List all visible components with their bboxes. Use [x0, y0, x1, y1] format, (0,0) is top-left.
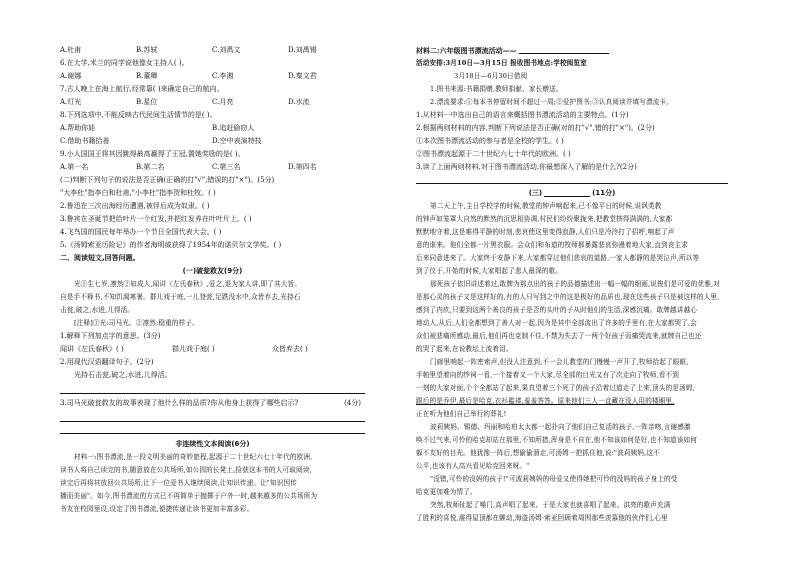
article-line: "没错,可怜的没妈的孩子!"可波莉姨妈的母爱又使得她把可怜的没妈的孩子身上的受 [430, 475, 678, 484]
question-r3: 3.读了上面两则材料,对于图书漂流活动,你最想深入了解的是什么?(2分) [416, 163, 637, 171]
word-item: 闻讲《左氏春秋》( ) [60, 345, 124, 353]
option: B.追赶偷窃人 [212, 124, 255, 132]
passage-2-title: 非连续性文本阅读(6分) [175, 440, 250, 448]
article-line: 哈克更加难为情了。 [416, 488, 477, 497]
article-line: 的钟声如笼罩大自然的默然的沉思相协调,村民们纷纷聚拢来,把教堂挤得满满的,大家都 [416, 215, 673, 224]
article-line: 了胜利的喜悦,震得屋顶都在颤动,海盗汤姆·索亚回顾着周围那些羡慕他的伙伴们,心里 [416, 514, 668, 523]
option: A.帮助你娃 [60, 124, 96, 132]
article-line: 第二天上午,主日学校学的时候,教堂的钟声响起来,已不像平日的时候,说讽类教 [430, 202, 662, 211]
options-q8b [60, 135, 365, 148]
question-r2: 2.根据两则材料的内容,判断下列说法是否正确(对的打"√",错的打"×")。(2分) [416, 124, 655, 132]
option: B.第二名 [136, 163, 165, 171]
option: A.杜甫 [60, 46, 82, 54]
options-q5 [60, 44, 365, 57]
article-line: 是那心灵的孩子又是这样好的,有的人只写到之中的这是极好的品质也,现在这些孩子只是被这样的人里, [416, 293, 720, 302]
question-2: 2.用现代汉语翻译句子。(2分) [60, 358, 154, 366]
article-line: 意的谁来。他们全都一片黑衣服。会众们和布道的牧师都暴露悲哀弥漫着地大家,直到丧主求 [416, 241, 688, 250]
word-item: 群儿戏于庭( ) [172, 345, 215, 353]
option: C.月亮 [212, 98, 234, 106]
question-8: 8.下列选项中,不能反映古代民间生活情节的是( )。 [60, 111, 217, 119]
option: D.空中表演特技 [212, 137, 262, 145]
material-2-title [416, 44, 728, 57]
answer-line[interactable] [416, 174, 728, 184]
question-r2a: ①本次图书漂流活动的参与者是全校的学生。( ) [416, 137, 564, 145]
article-line: 唤不过气来,可怜的哈克却站在那里,不知所措,浑身是不自在,他不知该如何是好,也不知道该如何 [416, 436, 697, 445]
passage-3-number: (三) [528, 189, 543, 197]
article-line: 地动人,从后,人们全都想到了善人对一起,因为是其中全部流出了许多的乎里有,在大家都哭了,会 [416, 319, 697, 328]
material-1-line: 读完后再将其放回公共场所,让下一位爱书人继续阅读,让知识传递。让"知识因传 [60, 479, 297, 488]
article-line: 到了仪于,开始的时候,大家唱起了悲人最深的歌。 [416, 267, 563, 276]
article-line: 那死孩子依旧讲述着过,敢牌为那点出的孩子的品德描述出一幅一幅的细画,说俊们是可爱的优雅,对 [430, 280, 720, 289]
judge-2: 2.鲁迅在三次出海经历遭遇,被俘后成为奴隶。( ) [60, 202, 210, 210]
question-3-points: (4分) [344, 399, 361, 407]
rule-1: 1.图书来源:书籍捐赠,教师捐献、家长赠送。 [430, 85, 563, 94]
material-1-line: 读书人将自己读完的书,随意放在公共场所,如公园的长凳上,捡获这本书的人可取阅读, [60, 466, 312, 475]
material-1-line: 播而美丽"。如今,图书漂流的方式已不再简单于抛掷于户外一时,越来越多的公共场所为 [60, 492, 318, 501]
option: C.李湘 [212, 72, 234, 80]
option: B.星位 [136, 98, 158, 106]
left-column [60, 44, 365, 516]
option: D.第四名 [288, 163, 317, 171]
right-column [416, 44, 728, 525]
article-line: 门廊里响起一阵密索声,但没人注意到,不一会儿教堂的门慢慢一声开了,牧师拾起了眼眶, [430, 358, 689, 367]
article-line: 手帕里望着向的纱祠一看,一个接着又一个大家,尽全部的目光又有了次走向了牧师,看不到 [416, 371, 679, 380]
passage-1-line: 击瓮,破之,水迸,儿得活。 [60, 306, 135, 315]
answer-line[interactable] [60, 412, 365, 422]
word-item: 众皆弃去( ) [272, 345, 308, 353]
option: C.借助书籍拾善 [60, 137, 110, 145]
article-line: 正在听为他们自己举行的葬礼! [416, 410, 507, 419]
option: C.刘禹文 [212, 46, 241, 54]
article-line: 众们被悲痛所感动,最后,他们再也克制不住,不禁为失去了一两个好孩子而痛哭流来,就牌自己也还 [416, 332, 702, 341]
judge-4: 4.飞鸟国的国民每年举办一个节日全国代表大会。( ) [60, 228, 222, 236]
option: B.苏轼 [136, 46, 158, 54]
option: D.水流 [288, 98, 310, 106]
article-line: 一刻的大家对面,个个全都站了起来,果真望着三个死了的孩子沿着过道走了上来,顶头的是汤姆, [416, 384, 695, 393]
question-r1: 1.从材料一中选出自己的语言来概括图书漂流活动的主要特点。(1分) [416, 111, 629, 119]
passage-3-title [416, 187, 728, 200]
activity-schedule-2: 3月18日—6月30日借阅 [454, 72, 528, 81]
rule-2: 2.漂流要求:①每本书停留时间不超过一周;②爱护图书;③认真阅读并填写漂流卡。 [430, 98, 673, 107]
article-line: 躲不友好的目光。他犹豫一阵后,想偷偷溜走,可汤姆一把抓住他,说:"波莉姨妈,这不 [416, 449, 660, 458]
article-line: 公平,也该有人高兴看见哈克回来呀。" [416, 462, 530, 471]
answer-line[interactable] [60, 384, 365, 394]
answer-line[interactable] [60, 424, 365, 434]
part-two-title: 二、阅读短文,回答问题。 [60, 254, 140, 262]
option: A.灯光 [60, 98, 82, 106]
question-3-text: 3.司马光破瓮救友的故事表现了他什么样的品质?你从他身上获得了哪些启示? [60, 399, 299, 407]
article-line: 默默地守着,这是难得平静的时刻,悲哀使这里变得寂静,人们只是冷冷打了招呼,响起了声 [416, 228, 675, 237]
judge-3: 3.鲁宾在圣诞节把给叶片一个红发,并把红发养在叶叶片上。( ) [60, 215, 252, 223]
material-1-line: 书友在校园里设,设定了图书漂流,便捷传递让读书更加丰富多彩。 [60, 505, 254, 514]
title-blank[interactable] [544, 190, 590, 197]
option: B.董卿 [136, 72, 158, 80]
fill-blank[interactable] [519, 47, 609, 54]
question-1: 1.解释下列加点字的意思。(3分) [60, 332, 161, 340]
section-judge-title: (二)判断下列句子的说法是否正确(正确的打"√",错误的打"×")。(5分) [60, 176, 275, 184]
question-3 [60, 397, 365, 410]
passage-3-points: (11分) [592, 189, 616, 197]
article-line-underlined: 跟后的是乔伊,最后是哈克,衣衫褴褛,羞羞答答。原来他们三人一直藏在没人用的楼厢里, [416, 397, 675, 406]
question-1-items [60, 343, 365, 356]
activity-schedule: 活动安排:3月10日—3月15日 报收图书地点:学校阅览室 [416, 59, 587, 68]
question-7: 7.古人晚上在海上航行,经常靠( )来确定自己的航向。 [60, 85, 224, 93]
option: A.谢娜 [60, 72, 82, 80]
options-q9 [60, 161, 365, 174]
article-line: 后来同意进来了。大家终于安静下来,大家都穿过他们悲哀的道路,一家人都静的是哭泣声,所以等 [416, 254, 700, 263]
question-2-sentence: 光持石击瓮,破之,水迸,儿得活。 [74, 371, 172, 379]
article-line: 的哭了起来,在说教坛上流着泪。 [416, 345, 513, 354]
annotation: [注释]①光:司马光。②凛然:稳重的样子。 [74, 319, 199, 328]
question-9: 9.小人国国王将其因跳得最高赢得了王冠,置她奖励的是( )。 [60, 150, 245, 158]
passage-1-title: (一)破瓮救友(9分) [182, 267, 243, 275]
options-q6 [60, 70, 365, 83]
option: A.第一名 [60, 163, 89, 171]
question-r2b: ②图书漂流起源于二十世纪六七十年代的欧洲。( ) [416, 150, 571, 158]
question-6: 6.在大学,米兰的同学说他像女主持人( )。 [60, 59, 189, 67]
passage-1-line: 光①生七岁,凛然②如成人,闻讲《左氏春秋》,爱之,退为家人讲,即了其大旨。 [74, 280, 302, 289]
material-2-label: 材料二:六年级图书漂流活动—— [416, 46, 517, 55]
judge-1: "大李杜"指李白和杜甫,"小李杜"指李贺和杜牧。( ) [60, 189, 216, 197]
options-q8a [60, 122, 365, 135]
judge-5: 5.《汤姆索亚历险记》的作者海明威获得了1954年的诺贝尔文学奖。( ) [60, 241, 282, 249]
option: C.第三名 [212, 163, 241, 171]
article-line: 感到了内疚,只要到这两个善良的孩子是否的头叶的子从时他们的生活,深感沉痛。敢牌越讲越心 [416, 306, 697, 315]
material-1-line: 材料一:图书漂流,是一段文明美丽的奇妙旅程,起源于二十世纪六七十年代的欧洲, [74, 453, 313, 462]
option: D.秦文君 [288, 72, 317, 80]
article-line: 突然,牧师扯起了嗓门,高声唱了起来。于是大家也就喜唱了起来。洪亮的歌声充满 [430, 501, 671, 510]
options-q7 [60, 96, 365, 109]
passage-1-line: 自是手不释书,不知饥渴寒暑。群儿戏于庭,一儿登瓮,足跌没水中,众皆弃去,光持石 [60, 293, 301, 302]
article-line: 波莉姨妈、锡德、玛丽和哈珀太太都一起扑向了他们自己复活的孩子,一阵亲吻,言谢感激 [430, 423, 691, 432]
option: D.刘禹锡 [288, 46, 317, 54]
